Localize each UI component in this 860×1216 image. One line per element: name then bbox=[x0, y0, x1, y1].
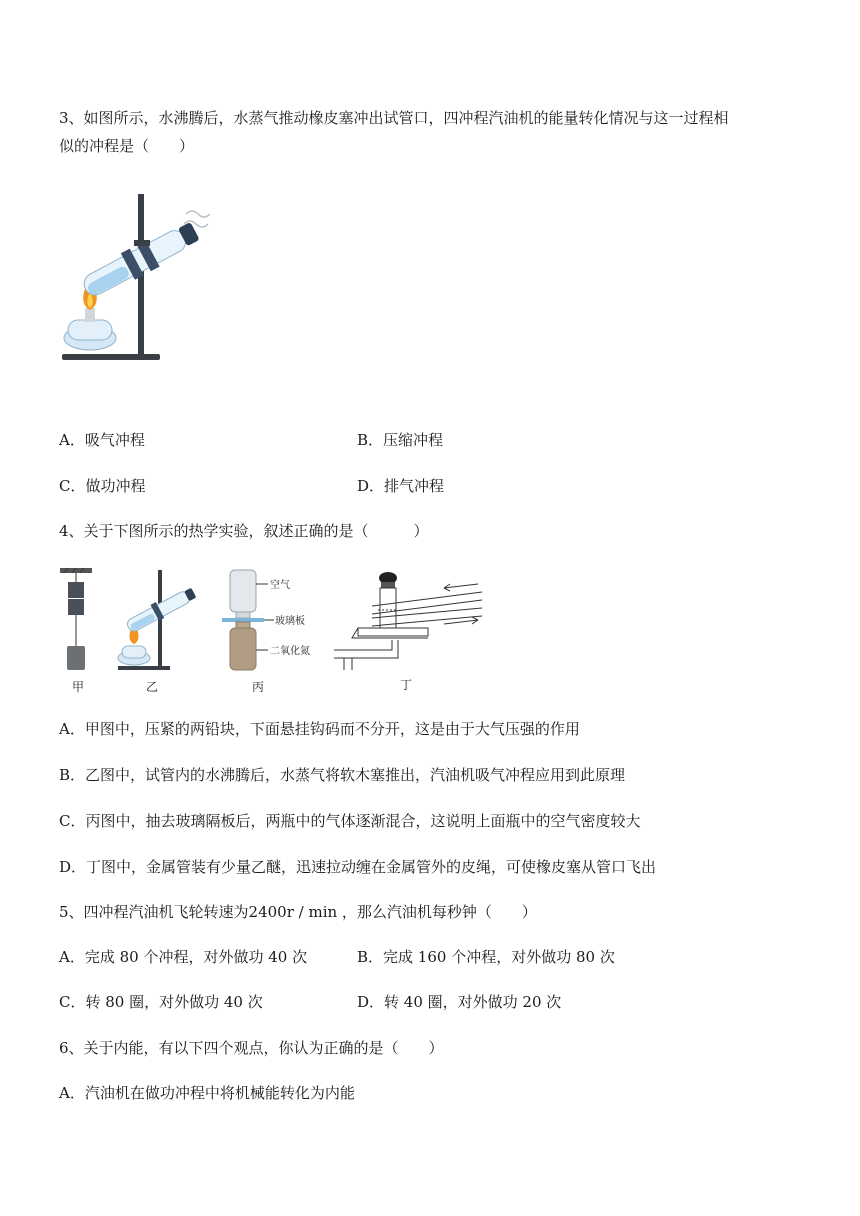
q4-stem: 4、关于下图所示的热学实验，叙述正确的是（ ） bbox=[59, 522, 429, 540]
q4-option-c-letter: C． bbox=[59, 812, 86, 830]
q4-option-a-text: 甲图中，压紧的两铅块，下面悬挂钩码而不分开，这是由于大气压强的作用 bbox=[84, 720, 580, 738]
q4-option-b-letter: B． bbox=[59, 766, 86, 784]
q4-option-a-letter: A． bbox=[59, 720, 85, 738]
q4-figure-bing bbox=[218, 566, 322, 676]
q4-label-air: 空气 bbox=[270, 580, 290, 591]
q3-option-c-text: 做功冲程 bbox=[85, 477, 146, 495]
q5-option-c-text: 转 80 圈，对外做功 40 次 bbox=[85, 993, 263, 1011]
q4-option-a[interactable] bbox=[59, 719, 580, 739]
q3-option-c-letter: C． bbox=[59, 477, 86, 495]
q3-option-b[interactable] bbox=[357, 430, 443, 450]
q3-stem-line2: 似的冲程是（ ） bbox=[59, 137, 195, 155]
q5-option-a-letter: A． bbox=[59, 948, 85, 966]
q6-stem: 6、关于内能，有以下四个观点，你认为正确的是（ ） bbox=[59, 1039, 444, 1057]
q4-label-glass: 玻璃板 bbox=[275, 616, 305, 627]
q4-figure-yi bbox=[114, 566, 200, 676]
q5-option-c[interactable] bbox=[59, 992, 263, 1012]
q4-caption-bing: 丙 bbox=[252, 680, 265, 694]
q4-figure-ding bbox=[332, 566, 484, 676]
q5-option-a-text: 完成 80 个冲程，对外做功 40 次 bbox=[84, 948, 308, 966]
q4-option-d-letter: D． bbox=[59, 858, 87, 876]
q5-option-d-letter: D． bbox=[357, 993, 385, 1011]
q5-option-a[interactable] bbox=[59, 947, 307, 967]
q3-option-d[interactable] bbox=[357, 476, 444, 496]
q4-option-d[interactable] bbox=[59, 857, 656, 877]
q3-option-b-text: 压缩冲程 bbox=[383, 431, 444, 449]
q3-option-d-letter: D． bbox=[357, 477, 385, 495]
q3-option-d-text: 排气冲程 bbox=[384, 477, 445, 495]
q6-option-a[interactable] bbox=[59, 1083, 355, 1103]
q5-option-b-text: 完成 160 个冲程，对外做功 80 次 bbox=[383, 948, 615, 966]
q3-option-a-text: 吸气冲程 bbox=[84, 431, 145, 449]
q5-option-d[interactable] bbox=[357, 992, 561, 1012]
q6-option-a-text: 汽油机在做功冲程中将机械能转化为内能 bbox=[84, 1084, 355, 1102]
q3-option-a-letter: A． bbox=[59, 431, 85, 449]
q4-caption-yi: 乙 bbox=[146, 680, 159, 694]
q3-stem-line1: 3、如图所示，水沸腾后，水蒸气推动橡皮塞冲出试管口，四冲程汽油机的能量转化情况与这一过程相 bbox=[59, 109, 729, 127]
q4-caption-jia: 甲 bbox=[72, 680, 85, 694]
q4-option-b[interactable] bbox=[59, 765, 625, 785]
q3-option-b-letter: B． bbox=[357, 431, 384, 449]
q5-option-d-text: 转 40 圈，对外做功 20 次 bbox=[384, 993, 562, 1011]
q4-option-c-text: 丙图中，抽去玻璃隔板后，两瓶中的气体逐渐混合，这说明上面瓶中的空气密度较大 bbox=[85, 812, 641, 830]
q4-label-no2: 二氧化氮 bbox=[270, 646, 310, 657]
q5-option-b-letter: B． bbox=[357, 948, 384, 966]
q6-option-a-letter: A． bbox=[59, 1084, 85, 1102]
q4-option-b-text: 乙图中，试管内的水沸腾后，水蒸气将软木塞推出，汽油机吸气冲程应用到此原理 bbox=[85, 766, 626, 784]
q5-option-b[interactable] bbox=[357, 947, 615, 967]
q4-figure-jia bbox=[58, 566, 94, 676]
q4-caption-ding: 丁 bbox=[400, 678, 413, 692]
q5-stem: 5、四冲程汽油机飞轮转速为2400r / min ，那么汽油机每秒钟（ ） bbox=[59, 903, 537, 921]
q5-option-c-letter: C． bbox=[59, 993, 86, 1011]
q3-option-a[interactable] bbox=[59, 430, 145, 450]
q4-option-d-text: 丁图中，金属管装有少量乙醚，迅速拉动缠在金属管外的皮绳，可使橡皮塞从管口飞出 bbox=[86, 858, 657, 876]
q3-option-c[interactable] bbox=[59, 476, 146, 496]
q3-experiment-figure bbox=[58, 188, 218, 368]
q4-option-c[interactable] bbox=[59, 811, 641, 831]
